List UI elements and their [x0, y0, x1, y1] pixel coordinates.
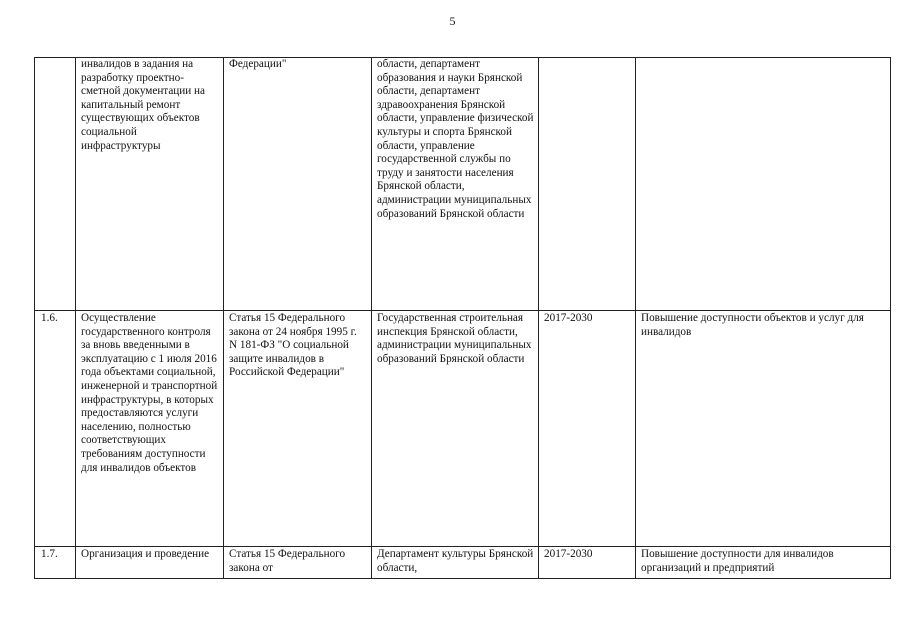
activity-cell: Осуществление государственного контроля за вновь введенными в эксплуатацию с 1 июля 2016 года объектами социальной, инженерной и транспортной инфраструктуры, в которых предоставляются услуги населению, полностью соответствующих требованиям доступности для инвалидов объектов: [76, 311, 224, 547]
result-cell: Повышение доступности объектов и услуг для инвалидов: [636, 311, 891, 547]
result-cell: [636, 58, 891, 311]
term-cell: 2017-2030: [539, 547, 636, 579]
row-number: [35, 58, 76, 311]
row-number: 1.7.: [35, 547, 76, 579]
measures-table: [34, 57, 891, 579]
responsible-cell: Государственная строительная инспекция Брянской области, администрации муниципальных образований Брянской области: [372, 311, 539, 547]
page-number: 5: [449, 14, 456, 28]
term-cell: [539, 58, 636, 311]
table-row: [35, 311, 891, 547]
activity-cell: Организация и проведение: [76, 547, 224, 579]
table-row: [35, 547, 891, 579]
legal-basis-cell: Статья 15 Федерального закона от: [224, 547, 372, 579]
result-cell: Повышение доступности для инвалидов организаций и предприятий: [636, 547, 891, 579]
legal-basis-cell: Статья 15 Федерального закона от 24 ноября 1995 г. N 181-ФЗ "О социальной защите инвалидов в Российской Федерации": [224, 311, 372, 547]
responsible-cell: Департамент культуры Брянской области,: [372, 547, 539, 579]
table-row: [35, 58, 891, 311]
row-number: 1.6.: [35, 311, 76, 547]
legal-basis-cell: Федерации": [224, 58, 372, 311]
term-cell: 2017-2030: [539, 311, 636, 547]
responsible-cell: области, департамент образования и науки Брянской области, департамент здравоохранения Брянской области, управление физической культуры и спорта Брянской области, управление государственной службы по труду и занятости населения Брянской области, администрации муниципальных образований Брянской области: [372, 58, 539, 311]
activity-cell: инвалидов в задания на разработку проектно-сметной документации на капитальный ремонт существующих объектов социальной инфраструктуры: [76, 58, 224, 311]
